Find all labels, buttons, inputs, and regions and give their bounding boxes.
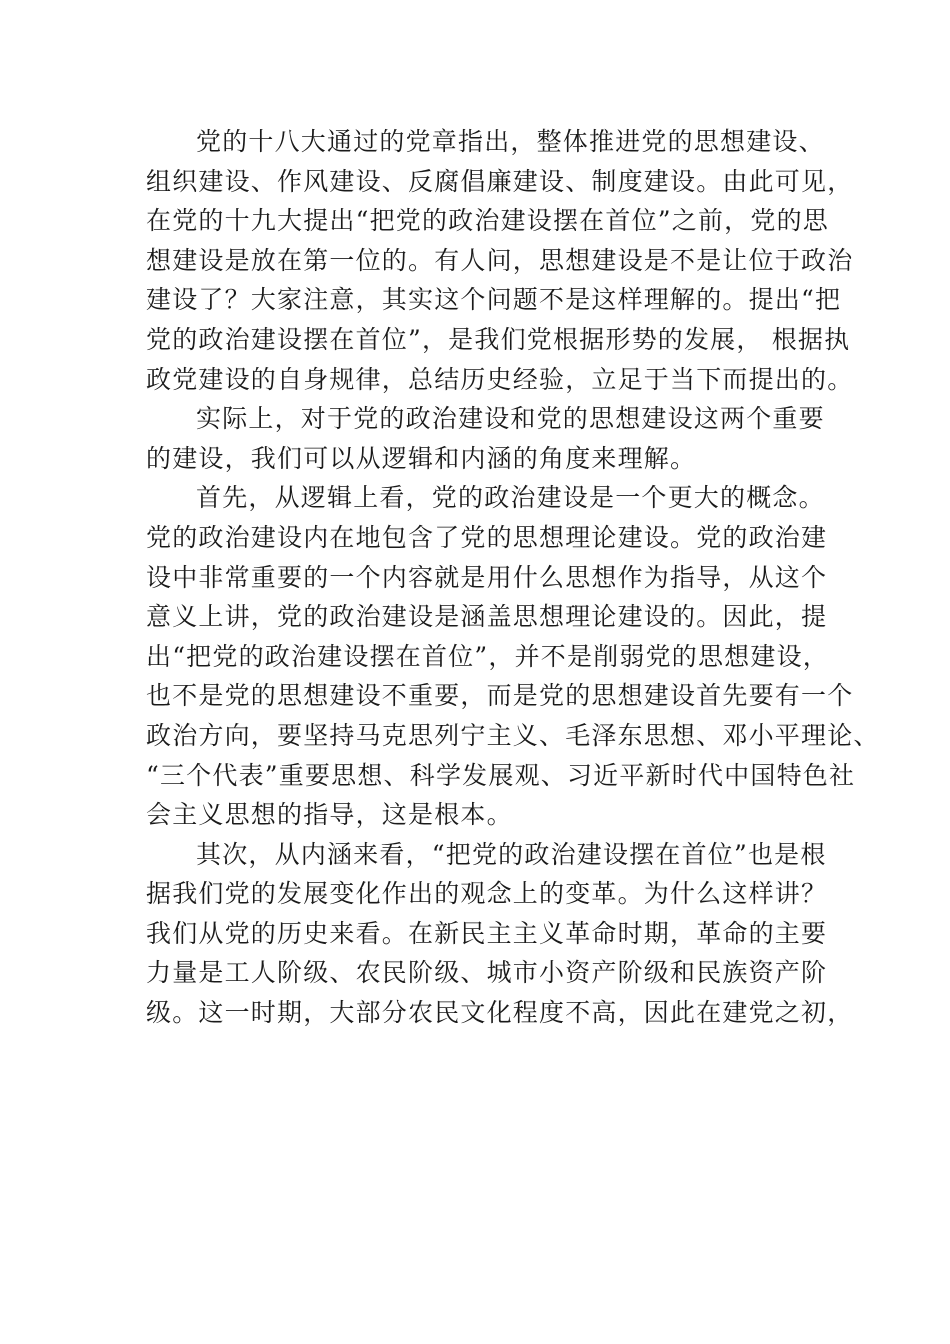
text-line: 在党的十九大提出“把党的政治建设摆在首位”之前，党的思 [146,206,829,236]
text-line: 组织建设、作风建设、反腐倡廉建设、制度建设。由此可见， [146,166,854,196]
text-line: 实际上，对于党的政治建设和党的思想建设这两个重要 [196,404,825,434]
text-line: 出“把党的政治建设摆在首位”，并不是削弱党的思想建设， [146,641,829,671]
text-line: 会主义思想的指导，这是根本。 [146,800,513,830]
text-line: “三个代表”重要思想、科学发展观、习近平新时代中国特色社 [146,760,856,790]
text-line: 据我们党的发展变化作出的观念上的变革。为什么这样讲？ [146,879,828,909]
text-line: 政党建设的自身规律，总结历史经验，立足于当下而提出的。 [146,364,854,394]
text-line: 党的政治建设内在地包含了党的思想理论建设。党的政治建 [146,522,828,552]
text-line: 政治方向，要坚持马克思列宁主义、毛泽东思想、邓小平理论、 [146,720,880,750]
text-line: 党的政治建设摆在首位”，是我们党根据形势的发展， 根据执 [146,324,851,354]
text-line: 也不是党的思想建设不重要，而是党的思想建设首先要有一个 [146,681,854,711]
text-line: 首先，从逻辑上看，党的政治建设是一个更大的概念。 [196,483,825,513]
text-line: 建设了？大家注意，其实这个问题不是这样理解的。提出“把 [146,285,842,315]
text-line: 意义上讲，党的政治建设是涵盖思想理论建设的。因此，提 [146,602,828,632]
text-line: 力量是工人阶级、农民阶级、城市小资产阶级和民族资产阶 [146,958,828,988]
body-text [146,122,880,1033]
text-line: 其次，从内涵来看，“把党的政治建设摆在首位”也是根 [196,839,827,869]
text-line: 党的十八大通过的党章指出，整体推进党的思想建设、 [196,127,825,156]
text-line: 设中非常重要的一个内容就是用什么思想作为指导，从这个 [146,562,828,592]
text-line: 我们从党的历史来看。在新民主主义革命时期，革命的主要 [146,918,828,948]
text-line: 级。这一时期，大部分农民文化程度不高，因此在建党之初， [146,998,854,1028]
text-line: 想建设是放在第一位的。有人问，思想建设是不是让位于政治 [146,245,854,275]
text-line: 的建设，我们可以从逻辑和内涵的角度来理解。 [146,443,697,473]
